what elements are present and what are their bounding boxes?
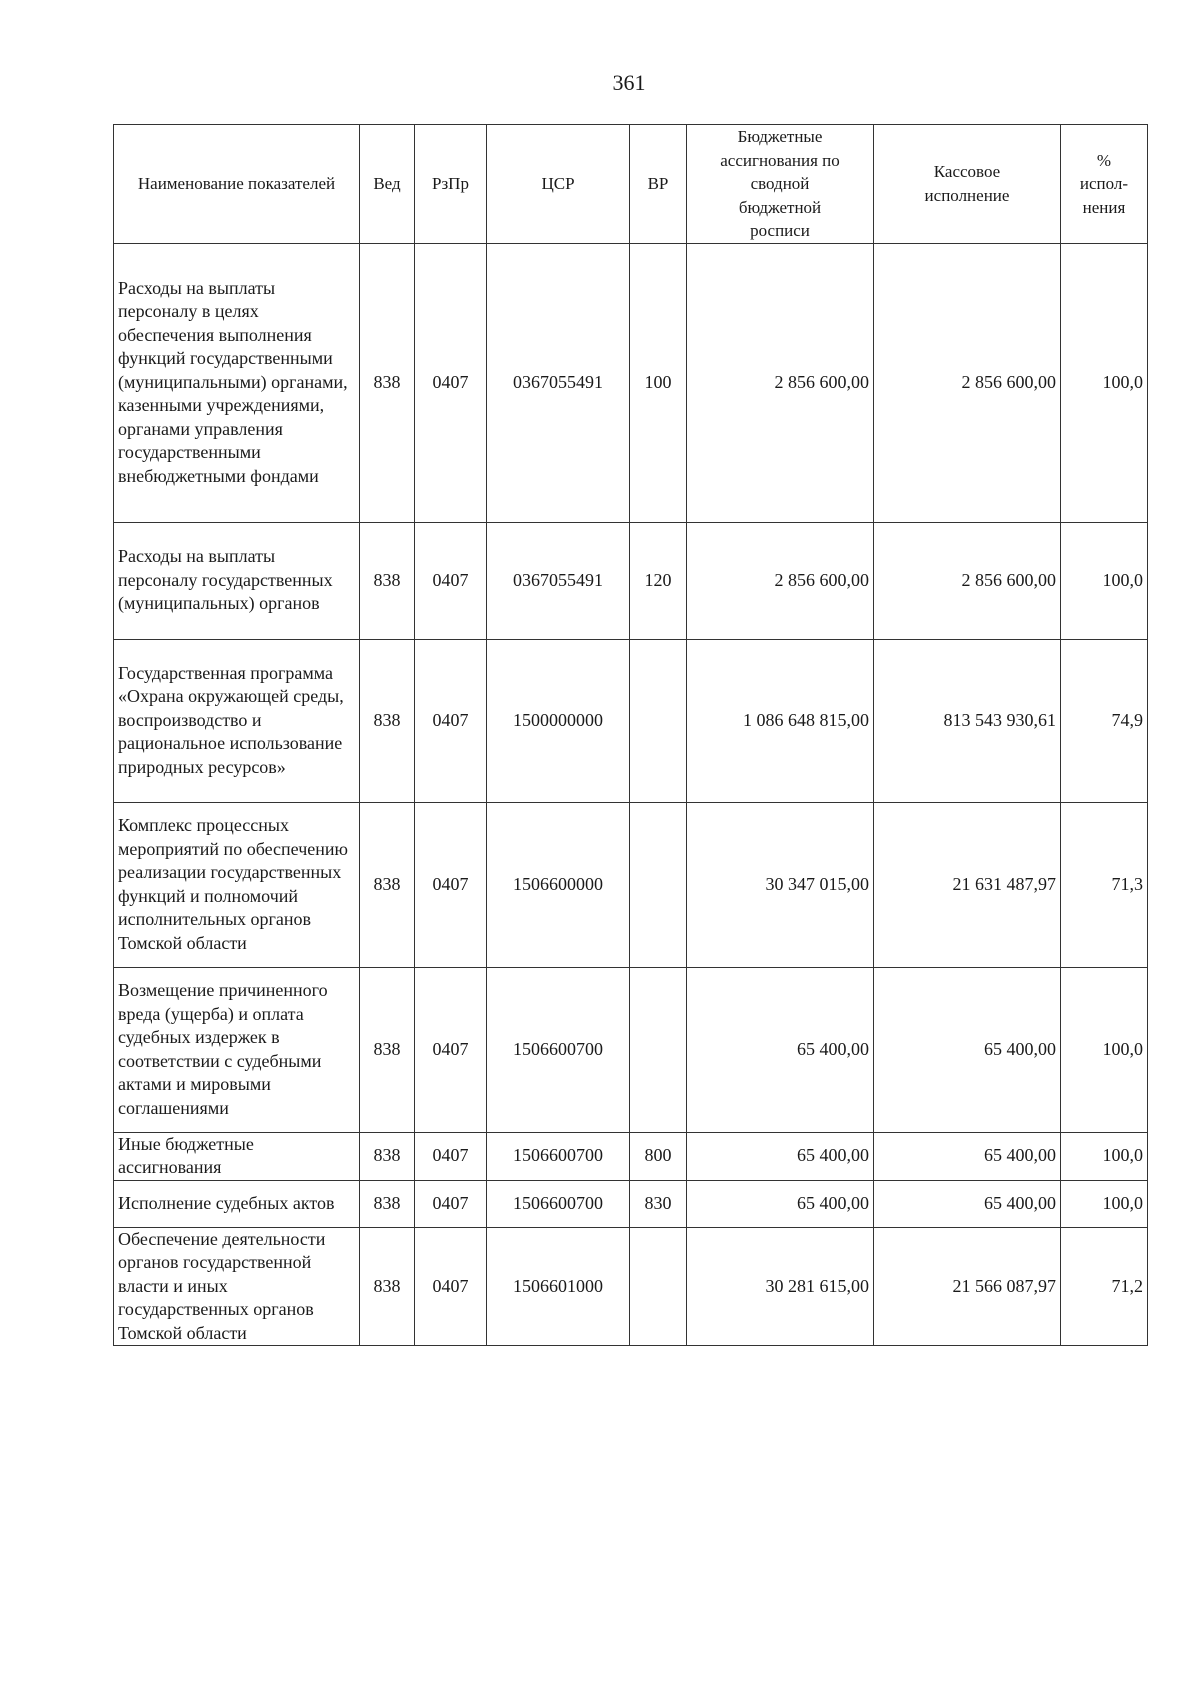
header-plan: Бюджетные ассигнования по сводной бюджетной росписи <box>687 125 874 244</box>
row-plan: 30 347 015,00 <box>687 802 874 967</box>
row-rzpr: 0407 <box>415 243 487 522</box>
row-ved: 838 <box>360 1180 415 1227</box>
row-ved: 838 <box>360 522 415 639</box>
table-row <box>114 1227 1148 1346</box>
header-rzpr: РзПр <box>415 125 487 244</box>
row-plan: 2 856 600,00 <box>687 522 874 639</box>
table-row <box>114 802 1148 967</box>
row-rzpr: 0407 <box>415 967 487 1132</box>
row-vr <box>630 1227 687 1346</box>
table-row <box>114 1132 1148 1180</box>
row-rzpr: 0407 <box>415 522 487 639</box>
header-csr: ЦСР <box>487 125 630 244</box>
row-fact: 65 400,00 <box>874 1132 1061 1180</box>
row-pct: 100,0 <box>1061 243 1148 522</box>
row-ved: 838 <box>360 802 415 967</box>
row-name: Возмещение причиненного вреда (ущерба) и оплата судебных издержек в соответствии с судебными актами и мировыми соглашениями <box>114 967 360 1132</box>
row-name: Государственная программа «Охрана окружающей среды, воспроизводство и рациональное использование природных ресурсов» <box>114 639 360 802</box>
header-vr: ВР <box>630 125 687 244</box>
table-row <box>114 522 1148 639</box>
row-name: Обеспечение деятельности органов государственной власти и иных государственных органов Томской области <box>114 1227 360 1346</box>
row-fact: 2 856 600,00 <box>874 243 1061 522</box>
row-ved: 838 <box>360 639 415 802</box>
row-csr: 1506601000 <box>487 1227 630 1346</box>
header-row <box>114 125 1148 244</box>
row-vr: 830 <box>630 1180 687 1227</box>
row-name: Расходы на выплаты персоналу в целях обеспечения выполнения функций государственными (муниципальными) органами, казенными учреждениями, органами управления государственными внебюджетными фондами <box>114 243 360 522</box>
row-rzpr: 0407 <box>415 802 487 967</box>
table-row <box>114 243 1148 522</box>
row-csr: 0367055491 <box>487 522 630 639</box>
table-row <box>114 1180 1148 1227</box>
row-ved: 838 <box>360 1227 415 1346</box>
row-pct: 100,0 <box>1061 1132 1148 1180</box>
row-vr <box>630 802 687 967</box>
row-fact: 65 400,00 <box>874 1180 1061 1227</box>
row-ved: 838 <box>360 1132 415 1180</box>
row-name: Иные бюджетные ассигнования <box>114 1132 360 1180</box>
row-csr: 1506600700 <box>487 1180 630 1227</box>
row-vr: 100 <box>630 243 687 522</box>
row-csr: 1506600700 <box>487 1132 630 1180</box>
row-name: Исполнение судебных актов <box>114 1180 360 1227</box>
row-vr <box>630 639 687 802</box>
budget-execution-table <box>113 124 1148 1346</box>
row-csr: 1506600000 <box>487 802 630 967</box>
header-name: Наименование показателей <box>114 125 360 244</box>
row-fact: 65 400,00 <box>874 967 1061 1132</box>
row-csr: 1506600700 <box>487 967 630 1132</box>
row-name: Комплекс процессных мероприятий по обеспечению реализации государственных функций и полномочий исполнительных органов Томской области <box>114 802 360 967</box>
row-rzpr: 0407 <box>415 639 487 802</box>
page-number: 361 <box>612 70 646 95</box>
row-fact: 813 543 930,61 <box>874 639 1061 802</box>
row-pct: 71,2 <box>1061 1227 1148 1346</box>
table-row <box>114 639 1148 802</box>
header-ved: Вед <box>360 125 415 244</box>
row-vr: 120 <box>630 522 687 639</box>
row-pct: 71,3 <box>1061 802 1148 967</box>
header-fact: Кассовое исполнение <box>874 125 1061 244</box>
row-plan: 2 856 600,00 <box>687 243 874 522</box>
row-plan: 65 400,00 <box>687 967 874 1132</box>
row-vr: 800 <box>630 1132 687 1180</box>
row-pct: 100,0 <box>1061 967 1148 1132</box>
row-pct: 100,0 <box>1061 1180 1148 1227</box>
row-name: Расходы на выплаты персоналу государственных (муниципальных) органов <box>114 522 360 639</box>
table-header <box>114 125 1148 244</box>
row-csr: 0367055491 <box>487 243 630 522</box>
row-plan: 65 400,00 <box>687 1132 874 1180</box>
row-vr <box>630 967 687 1132</box>
row-ved: 838 <box>360 243 415 522</box>
row-pct: 100,0 <box>1061 522 1148 639</box>
row-plan: 1 086 648 815,00 <box>687 639 874 802</box>
table-body <box>114 243 1148 1346</box>
row-rzpr: 0407 <box>415 1227 487 1346</box>
table-row <box>114 967 1148 1132</box>
row-fact: 21 631 487,97 <box>874 802 1061 967</box>
row-rzpr: 0407 <box>415 1132 487 1180</box>
row-fact: 21 566 087,97 <box>874 1227 1061 1346</box>
row-csr: 1500000000 <box>487 639 630 802</box>
row-rzpr: 0407 <box>415 1180 487 1227</box>
row-ved: 838 <box>360 967 415 1132</box>
row-pct: 74,9 <box>1061 639 1148 802</box>
row-fact: 2 856 600,00 <box>874 522 1061 639</box>
header-pct: % испол-нения <box>1061 125 1148 244</box>
row-plan: 65 400,00 <box>687 1180 874 1227</box>
row-plan: 30 281 615,00 <box>687 1227 874 1346</box>
